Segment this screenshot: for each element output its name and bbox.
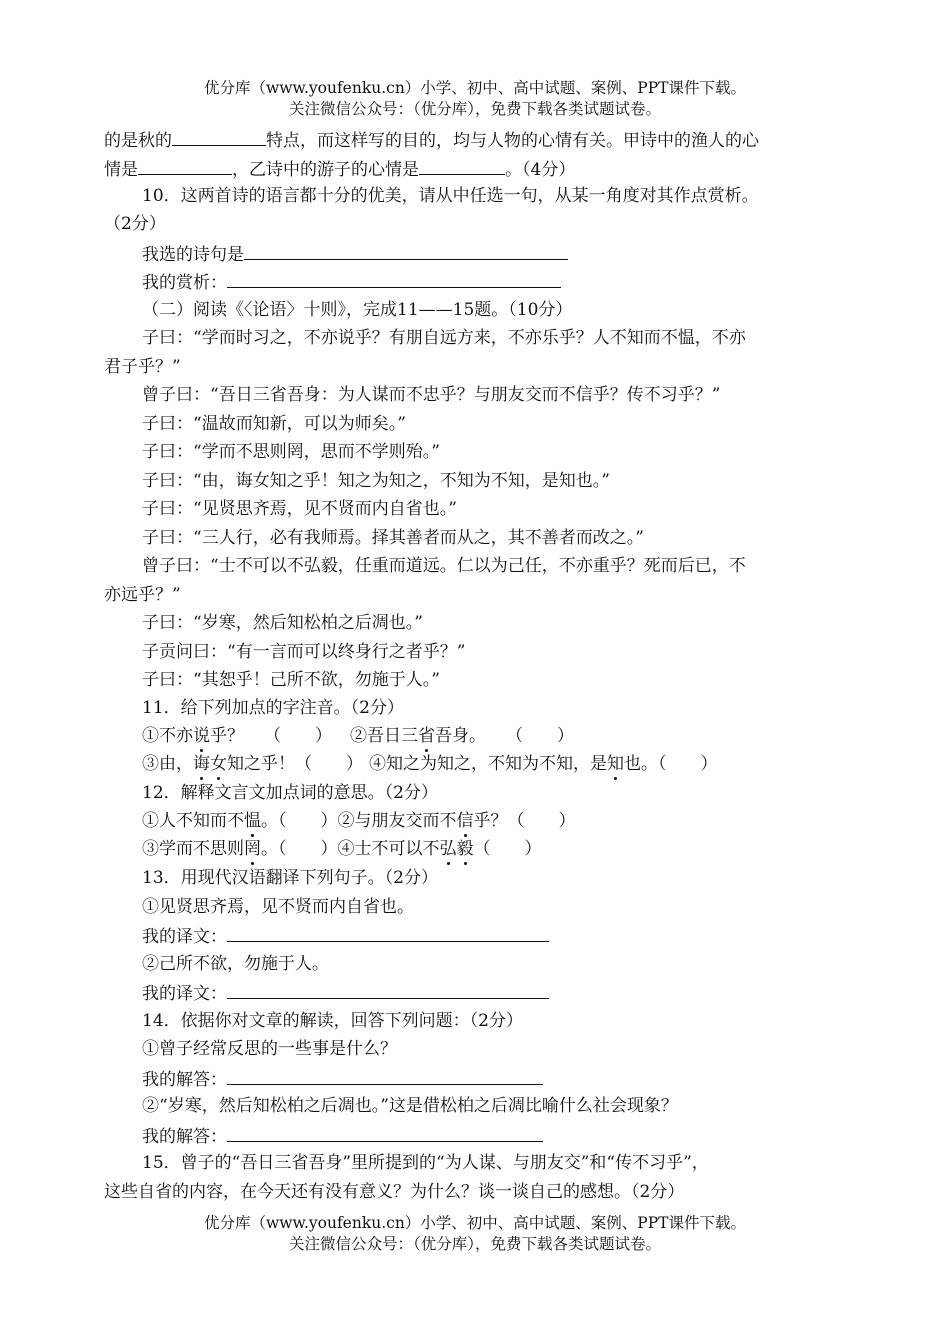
q12-answer-2[interactable]: （ ） bbox=[507, 811, 576, 831]
q14-answer-1-line bbox=[142, 1067, 543, 1091]
header-line-1: 优分库（www.youfenku.cn）小学、初中、高中试题、案例、PPT课件下载。 bbox=[203, 79, 747, 97]
q9-text-a: 的是秋的 bbox=[104, 131, 172, 151]
q12-dotted-char-5: 毅 bbox=[456, 839, 474, 859]
lunyu-line-11: 子曰：“其恕乎！己所不欲，勿施于人。” bbox=[142, 670, 440, 690]
q9-text-d: ，乙诗中的游子的心情是 bbox=[232, 160, 419, 180]
q10-score: （2分） bbox=[104, 214, 166, 234]
q12-item-3-end: 。 bbox=[261, 839, 278, 859]
q12-answer-3[interactable]: （ ） bbox=[278, 839, 338, 859]
q13-answer-1-label: 我的译文： bbox=[142, 927, 227, 947]
lunyu-line-1: 子曰：“学而时习之，不亦说乎？有朋自远方来，不亦乐乎？人不知而不愠，不亦 bbox=[142, 328, 746, 348]
q14-sentence-2: ②“岁寒，然后知松柏之后凋也。”这是借松柏之后凋比喻什么社会现象？ bbox=[142, 1096, 678, 1116]
q9-text-b: 特点，而这样写的目的，均与人物的心情有关。甲诗中的渔人的心 bbox=[266, 131, 759, 151]
lunyu-line-1b: 君子乎？” bbox=[104, 357, 181, 377]
q11-item-3-end: 知之乎！ bbox=[227, 754, 295, 774]
q11-dotted-char-5: 知 bbox=[607, 754, 624, 774]
q13-answer-1-blank[interactable] bbox=[227, 924, 549, 942]
q10-poem-blank[interactable] bbox=[244, 242, 568, 260]
q11-item-2-text: ②吾日三 bbox=[350, 726, 418, 746]
q12-answer-4[interactable]: （ ） bbox=[473, 839, 542, 859]
q11-item-3-text: ③由， bbox=[142, 754, 193, 774]
q14-title: 14．依据你对文章的解读，回答下列问题：（2分） bbox=[142, 1011, 523, 1031]
q13-answer-1-line bbox=[142, 924, 549, 948]
q11-item-1-end: 乎？ bbox=[210, 726, 244, 746]
q13-sentence-1: ①见贤思齐焉，见不贤而内自省也。 bbox=[142, 897, 414, 917]
q10-analysis-line bbox=[142, 270, 561, 294]
header-line-2: 关注微信公众号：（优分库），免费下载各类试题试卷。 bbox=[288, 100, 661, 118]
q9-blank-1[interactable] bbox=[172, 128, 266, 146]
q12-dotted-char-2: 信 bbox=[456, 811, 474, 831]
q13-title: 13．用现代汉语翻译下列句子。（2分） bbox=[142, 868, 438, 888]
q9-line-1 bbox=[104, 128, 759, 152]
q12-row-2 bbox=[142, 838, 542, 860]
lunyu-line-4: 子曰：“学而不思则罔，思而不学则殆。” bbox=[142, 442, 440, 462]
q12-item-2-end: 乎？ bbox=[473, 811, 508, 831]
q12-dotted-char-1: 愠 bbox=[244, 811, 261, 831]
q12-item-1-end: 。 bbox=[261, 811, 278, 831]
q10-question: 10．这两首诗的语言都十分的优美，请从中任选一句，从某一角度对其作点赏析。 bbox=[142, 186, 759, 206]
q11-answer-2[interactable]: （ ） bbox=[506, 726, 574, 746]
lunyu-line-10: 子贡问曰：“有一言而可以终身行之者乎？” bbox=[142, 642, 466, 662]
q11-answer-1[interactable]: （ ） bbox=[264, 726, 332, 746]
q11-item-4-end: 也。 bbox=[624, 754, 658, 774]
q15-line-2: 这些自省的内容，在今天还有没有意义？为什么？谈一谈自己的感想。（2分） bbox=[104, 1182, 685, 1202]
q10-analysis-blank[interactable] bbox=[227, 270, 561, 288]
q9-blank-2[interactable] bbox=[138, 157, 232, 175]
lunyu-line-3: 子曰：“温故而知新，可以为师矣。” bbox=[142, 414, 406, 434]
q11-answer-4[interactable]: （ ） bbox=[658, 754, 718, 774]
q14-answer-1-label: 我的解答： bbox=[142, 1070, 227, 1090]
q11-answer-3[interactable]: （ ） bbox=[295, 754, 363, 774]
q11-dotted-char-4: 女 bbox=[210, 754, 227, 774]
q11-dotted-char-1: 说 bbox=[193, 726, 210, 746]
q14-answer-2-label: 我的解答： bbox=[142, 1127, 227, 1147]
q10-poem-label: 我选的诗句是 bbox=[142, 245, 244, 265]
q13-answer-2-line bbox=[142, 981, 549, 1005]
q9-line-2 bbox=[104, 157, 575, 181]
q12-item-3-text: ③学而不思则 bbox=[142, 839, 244, 859]
q12-dotted-char-4: 弘 bbox=[439, 839, 457, 859]
q9-blank-3[interactable] bbox=[419, 157, 505, 175]
lunyu-line-8: 曾子曰：“士不可以不弘毅，任重而道远。仁以为己任，不亦重乎？死而后已，不 bbox=[142, 556, 746, 576]
lunyu-line-9: 子曰：“岁寒，然后知松柏之后凋也。” bbox=[142, 613, 423, 633]
q11-item-2-end: 吾身。 bbox=[435, 726, 486, 746]
q12-row-1 bbox=[142, 810, 576, 832]
q9-text-c: 情是 bbox=[104, 160, 138, 180]
q11-row-2 bbox=[142, 753, 718, 775]
q12-item-2-text: ②与朋友交而不 bbox=[337, 811, 457, 831]
q14-answer-2-line bbox=[142, 1124, 543, 1148]
lunyu-line-6: 子曰：“见贤思齐焉，见不贤而内自省也。” bbox=[142, 499, 457, 519]
q11-row-1 bbox=[142, 725, 574, 747]
lunyu-line-7: 子曰：“三人行，必有我师焉。择其善者而从之，其不善者而改之。” bbox=[142, 528, 644, 548]
q14-answer-2-blank[interactable] bbox=[227, 1124, 543, 1142]
q11-title: 11．给下列加点的字注音。（2分） bbox=[142, 698, 404, 718]
q13-answer-2-label: 我的译文： bbox=[142, 984, 227, 1004]
q11-item-1-text: ①不亦 bbox=[142, 726, 193, 746]
q15-line-1: 15．曾子的“吾日三省吾身”里所提到的“为人谋、与朋友交”和“传不习乎”， bbox=[142, 1153, 709, 1173]
q14-answer-1-blank[interactable] bbox=[227, 1067, 543, 1085]
q13-sentence-2: ②己所不欲，勿施于人。 bbox=[142, 954, 329, 974]
section-2-title: （二）阅读《〈论语〉十则》，完成11——15题。（10分） bbox=[142, 300, 573, 320]
q12-title: 12．解释文言文加点词的意思。（2分） bbox=[142, 783, 438, 803]
q13-answer-2-blank[interactable] bbox=[227, 981, 549, 999]
footer-line-1: 优分库（www.youfenku.cn）小学、初中、高中试题、案例、PPT课件下载。 bbox=[203, 1214, 747, 1232]
lunyu-line-5: 子曰：“由，诲女知之乎！知之为知之，不知为不知，是知也。” bbox=[142, 471, 610, 491]
lunyu-line-8b: 亦远乎？” bbox=[104, 585, 181, 605]
q12-item-1-text: ①人不知而不 bbox=[142, 811, 244, 831]
q12-answer-1[interactable]: （ ） bbox=[278, 811, 338, 831]
footer-line-2: 关注微信公众号：（优分库），免费下载各类试题试卷。 bbox=[288, 1235, 661, 1253]
q11-dotted-char-2: 省 bbox=[418, 726, 435, 746]
q10-analysis-label: 我的赏析： bbox=[142, 273, 227, 293]
q9-text-e: 。（4分） bbox=[505, 160, 576, 180]
lunyu-line-2: 曾子曰：“吾日三省吾身：为人谋而不忠乎？与朋友交而不信乎？传不习乎？” bbox=[142, 385, 721, 405]
q11-dotted-char-3: 诲 bbox=[193, 754, 210, 774]
q12-dotted-char-3: 罔 bbox=[244, 839, 261, 859]
q11-item-4-text: ④知之为知之，不知为不知，是 bbox=[369, 754, 607, 774]
q14-sentence-1: ①曾子经常反思的一些事是什么？ bbox=[142, 1039, 397, 1059]
q12-item-4-text: ④士不可以不 bbox=[337, 839, 440, 859]
q10-poem-line bbox=[142, 242, 568, 266]
